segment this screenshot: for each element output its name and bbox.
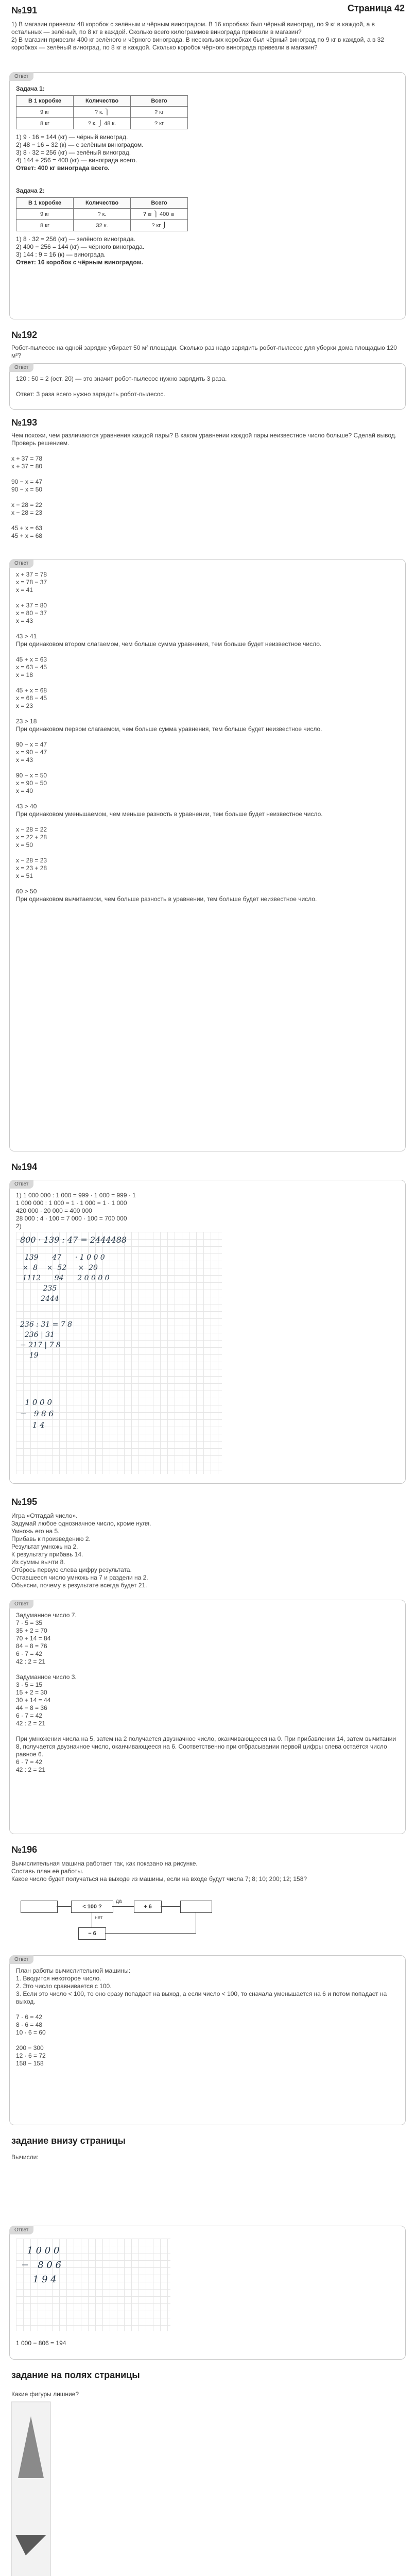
- triangles-figure: [10, 2401, 51, 2576]
- fields-task-text: Какие фигуры лишние?: [11, 2391, 79, 2398]
- answer-tag: Ответ: [9, 72, 33, 81]
- task-193-text: Чем похожи, чем различаются уравнения каждой пары? В каком уравнении каждой пары неизвестное число больше? Сделай вывод. Проверь решением. x + 37 = 78 x + 37 = 80 90 − x = 47 90 − x = 50 x − 28 = 22 x − 28 = 23 45 + x = 63 45 + x = 68: [11, 432, 397, 539]
- task-191-text: 1) В магазин привезли 48 коробок с зелёным и чёрным виноградом. В 16 коробках был чёрный виноград, по 9 кг в каждой, а в остальных — зелёный, по 8 кг в каждой. Сколько всего килограммов винограда привезли в магазин? 2) В магазин привезли 400 кг зелёного и чёрного винограда. В нескольких коробках был чёрный виноград по 9 кг в каждой, а в 32 коробках — зелёный виноград, по 8 кг в каждой. Сколько коробок чёрного винограда привезли в магазин?: [11, 21, 385, 51]
- task-number-193: №193: [11, 417, 38, 428]
- answer-tag: Ответ: [9, 363, 33, 372]
- problem-2-answer: Ответ: 16 коробок с чёрным виноградом.: [16, 259, 143, 266]
- table-cell: 8 кг: [16, 118, 74, 129]
- flow-condition-box: < 100 ?: [71, 1901, 113, 1913]
- table-cell: 8 кг: [16, 220, 74, 231]
- flow-arrow: [112, 1906, 134, 1907]
- table-cell: 9 кг: [16, 209, 74, 220]
- task-number-192: №192: [11, 330, 38, 340]
- problem-2-table: [16, 197, 188, 231]
- table-cell: 9 кг: [16, 107, 74, 118]
- answer-box-192: [9, 363, 406, 410]
- answer-tag: Ответ: [9, 559, 33, 568]
- handwritten-grid: [16, 1232, 222, 1474]
- table-cell: ? кг ⎫ 400 кг: [131, 209, 188, 220]
- handwritten-expression: 800 · 139 : 47 = 2444488: [20, 1235, 127, 1245]
- answer-194-body: 1) 1 000 000 : 1 000 = 999 · 1 000 = 999 · 1 1 000 000 : 1 000 = 1 · 1 000 = 1 · 1 000 420 000 · 20 000 = 400 000 28 000 : 4 · 100 = 7 000 · 100 = 700 000 2): [16, 1192, 136, 1230]
- answer-tag: Ответ: [9, 2226, 33, 2234]
- flow-yes-label: да: [116, 1899, 122, 1904]
- page-number: Страница 42: [347, 3, 405, 13]
- table-header: В 1 коробке: [16, 198, 74, 209]
- problem-1-answer: Ответ: 400 кг винограда всего.: [16, 164, 110, 172]
- table-header: В 1 коробке: [16, 96, 74, 107]
- answer-195-body: Задуманное число 7. 7 · 5 = 35 35 + 2 = 70 70 + 14 = 84 84 − 8 = 76 6 · 7 = 42 42 : 2 = 21 Задуманное число 3. 3 · 5 = 15 15 + 2 = 30 30 + 14 = 44 44 − 8 = 36 6 · 7 = 42 42 : 2 = 21 При умножении числа на 5, затем на 2 получается двузначное число, оканчивающееся на 0. При прибавлении 14, затем вычитании 8, получается двузначное число, оканчивающееся на 6. Соответственно при отбрасывании первой цифры слева остаётся число равное 6. 6 · 7 = 42 42 : 2 = 21: [16, 1612, 396, 1773]
- fields-task-title: задание на полях страницы: [11, 2370, 140, 2380]
- answer-box-193: [9, 559, 406, 1151]
- table-cell: ? к. ⎫: [74, 107, 131, 118]
- problem-1-solution: 1) 9 · 16 = 144 (кг) — чёрный виноград. 2) 48 − 16 = 32 (к) — с зелёным виноградом. 3) 8 · 32 = 256 (кг) — зелёный виноград. 4) 144 + 256 = 400 (кг) — винограда всего.: [16, 133, 144, 164]
- table-cell: ? кг ⎭: [131, 220, 188, 231]
- answer-191-content: [16, 85, 397, 266]
- table-cell: ? кг: [131, 118, 188, 129]
- bottom-result: 1 000 − 806 = 194: [16, 2340, 66, 2347]
- flow-output-box: [180, 1901, 212, 1913]
- handwritten-division: 236 : 31 = 7 8 236 | 31 − 217 | 7 8 19: [20, 1320, 73, 1360]
- triangles-svg: [10, 2401, 51, 2576]
- answer-tag: Ответ: [9, 1600, 33, 1608]
- handwritten-columns: 139 47 · 1 0 0 0 × 8 × 52 × 20 1112 94 2 0 0 0 0 235 2444: [22, 1253, 110, 1303]
- answer-193-body: x + 37 = 78 x = 78 − 37 x = 41 x + 37 = 80 x = 80 − 37 x = 43 43 > 41 При одинаковом втором слагаемом, чем больше сумма уравнения, тем больше будет неизвестное число. 45 + x = 63 x = 63 − 45 x = 18 45 + x = 68 x = 68 − 45 x = 23 23 > 18 При одинаковом первом слагаемом, чем больше сумма уравнения, тем больше будет неизвестное число. 90 − x = 47 x = 90 − 47 x = 43 90 − x = 50 x = 90 − 50 x = 40 43 > 40 При одинаковом уменьшаемом, чем меньше разность в уравнении, тем больше будет неизвестное число. x − 28 = 22 x = 22 + 28 x = 50 x − 28 = 23 x = 23 + 28 x = 51 60 > 50 При одинаковом вычитаемом, чем больше разность в уравнении, тем больше будет неизвестное число.: [16, 571, 323, 903]
- answer-tag: Ответ: [9, 1955, 33, 1964]
- task-192-text: Робот-пылесос на одной зарядке убирает 50 м² площади. Сколько раз надо зарядить робот-пылесос для уборки дома площадью 120 м²?: [11, 344, 397, 359]
- task-number-194: №194: [11, 1162, 38, 1172]
- answer-box-bottom: [9, 2226, 406, 2360]
- flow-no-label: нет: [95, 1915, 103, 1921]
- answer-box-191: [9, 72, 406, 319]
- answer-192-body: 120 : 50 = 2 (ост. 20) — это значит робот-пылесос нужно зарядить 3 раза. Ответ: 3 раза всего нужно зарядить робот-пылесос.: [16, 375, 227, 398]
- table-header: Всего: [131, 198, 188, 209]
- flow-op1-box: + 6: [134, 1901, 162, 1913]
- handwritten-grid: [16, 2239, 170, 2331]
- handwritten-subtraction: 1 0 0 0 − 9 8 6 1 4: [20, 1398, 54, 1430]
- problem-2-title: Задача 2:: [16, 187, 45, 194]
- problem-1-title: Задача 1:: [16, 85, 45, 92]
- flow-arrow: [57, 1906, 71, 1907]
- task-number-196: №196: [11, 1844, 38, 1855]
- page-header: [0, 0, 415, 23]
- flow-input-box: [21, 1901, 58, 1913]
- answer-box-196: [9, 1955, 406, 2125]
- task-number-195: №195: [11, 1497, 38, 1507]
- table-header: Всего: [131, 96, 188, 107]
- answer-box-194: [9, 1180, 406, 1484]
- flow-arrow: [105, 1933, 196, 1934]
- answer-tag: Ответ: [9, 1180, 33, 1189]
- flow-op2-box: − 6: [78, 1927, 106, 1940]
- table-header: Количество: [74, 198, 131, 209]
- table-cell: ? к. ⎭ 48 к.: [74, 118, 131, 129]
- answer-box-195: [9, 1600, 406, 1834]
- bottom-task-text: Вычисли:: [11, 2154, 39, 2161]
- handwritten-subtraction: 1 0 0 0 − 8 0 6 1 9 4: [21, 2245, 62, 2285]
- task-195-text: Игра «Отгадай число». Задумай любое однозначное число, кроме нуля. Умножь его на 5. Прибавь к произведению 2. Результат умножь на 2. К результату прибавь 14. Из суммы вычти 8. Отбрось первую слева цифру результата. Оставшееся число умножь на 7 и раздели на 2. Объясни, почему в результате всегда будет 21.: [11, 1512, 151, 1589]
- table-cell: 32 к.: [74, 220, 131, 231]
- problem-2-solution: 1) 8 · 32 = 256 (кг) — зелёного винограда. 2) 400 − 256 = 144 (кг) — чёрного винограда. 3) 144 : 9 = 16 (к) — винограда.: [16, 235, 145, 258]
- table-cell: ? кг: [131, 107, 188, 118]
- task-number-191: №191: [11, 5, 38, 15]
- answer-196-body: План работы вычислительной машины: 1. Вводится некоторое число. 2. Это число сравнивается с 100. 3. Если это число < 100, то оно сразу попадает на выход, а если число < 100, то сначала уменьшается на 6 и потом попадает на выход. 7 · 6 = 42 8 · 6 = 48 10 · 6 = 60 200 − 300 12 · 6 = 72 158 − 158: [16, 1967, 387, 2067]
- task-196-text: Вычислительная машина работает так, как показано на рисунке. Составь план её работы. Какое число будет получаться на выходе из машины, если на входе будут числа 7; 8; 10; 200; 12; 158?: [11, 1860, 307, 1883]
- flow-arrow: [161, 1906, 180, 1907]
- machine-flowchart: [21, 1888, 216, 1945]
- table-cell: ? к.: [74, 209, 131, 220]
- bottom-task-title: задание внизу страницы: [11, 2136, 126, 2146]
- problem-1-table: [16, 95, 188, 129]
- table-header: Количество: [74, 96, 131, 107]
